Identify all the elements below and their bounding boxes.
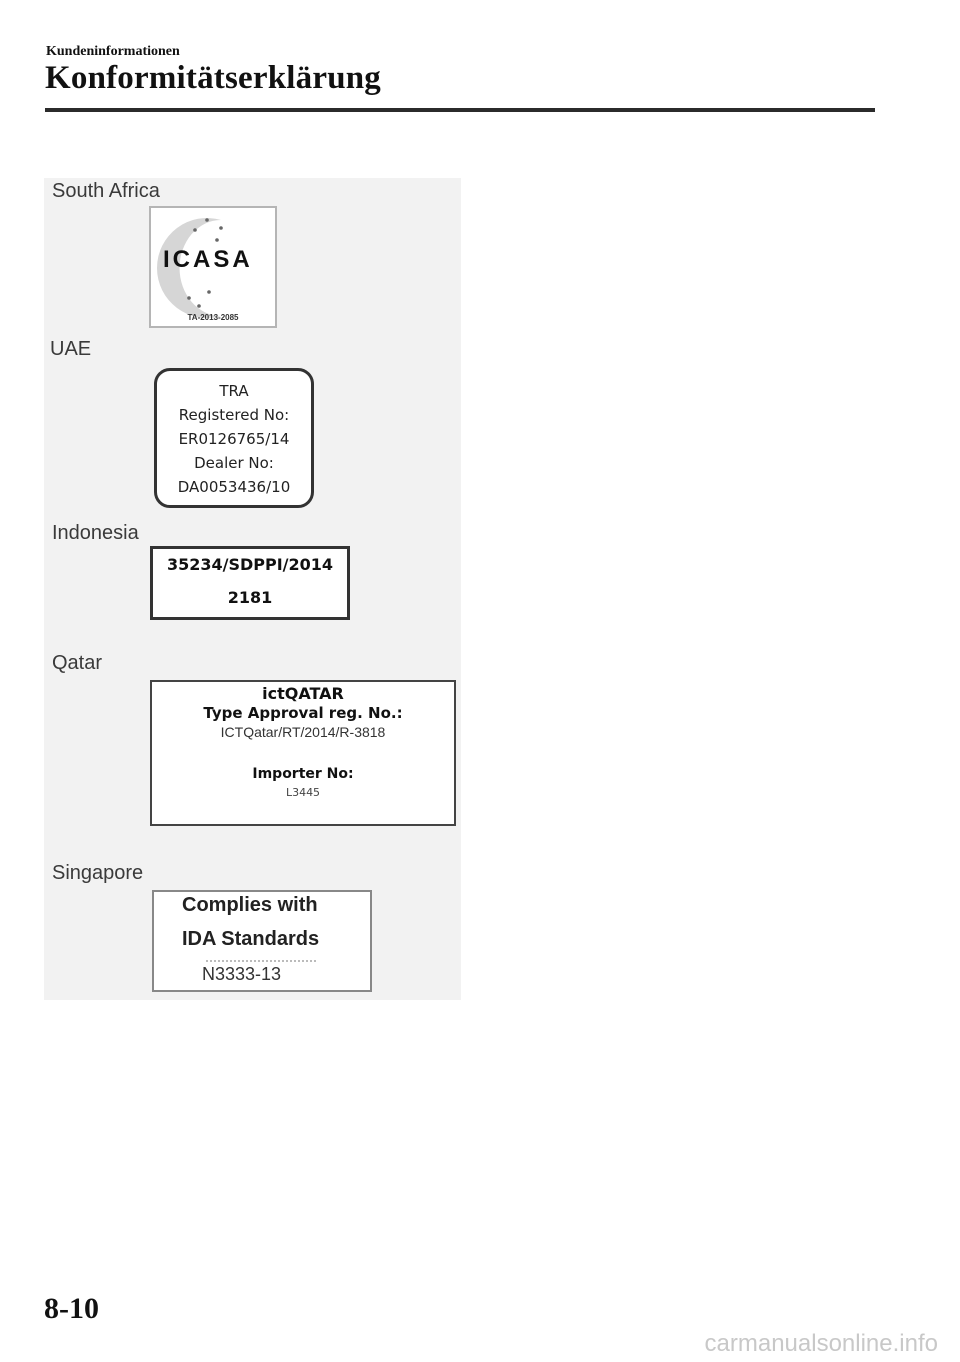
qatar-importer-number: L3445 — [285, 786, 321, 799]
tra-label-box — [154, 368, 314, 508]
section-label: Kundeninformationen — [46, 44, 180, 59]
qatar-label-box — [150, 680, 456, 826]
icasa-logo — [149, 206, 277, 328]
singapore-number: N3333-13 — [202, 964, 282, 984]
indonesia-dealer-number: 2181 — [227, 588, 273, 607]
label-south-africa: South Africa — [52, 180, 160, 202]
icasa-wordmark: ICASA — [163, 246, 253, 273]
page-title: Konformitätserklärung — [45, 60, 382, 96]
tra-line: ER0126765/14 — [178, 430, 290, 448]
watermark: carmanualsonline.info — [704, 1330, 938, 1357]
label-indonesia: Indonesia — [52, 522, 139, 544]
tra-line: Dealer No: — [194, 454, 274, 472]
page-number: 8-10 — [44, 1292, 99, 1325]
certification-figure — [44, 178, 461, 1000]
tra-line: DA0053436/10 — [177, 478, 291, 496]
singapore-line-2: IDA Standards — [182, 928, 320, 950]
singapore-divider — [206, 960, 316, 962]
icasa-approval-number: TA-2013-2085 — [187, 313, 239, 322]
indonesia-cert-number: 35234/SDPPI/2014 — [166, 555, 334, 574]
label-qatar: Qatar — [52, 652, 103, 674]
label-uae: UAE — [50, 338, 92, 360]
title-divider — [45, 108, 875, 112]
qatar-importer-heading: Importer No: — [252, 766, 354, 782]
label-singapore: Singapore — [52, 862, 144, 884]
tra-line: TRA — [219, 382, 249, 400]
tra-line: Registered No: — [178, 406, 290, 424]
qatar-type-approval-number: ICTQatar/RT/2014/R-3818 — [220, 724, 386, 740]
qatar-type-approval-heading: Type Approval reg. No.: — [203, 704, 403, 722]
singapore-line-1: Complies with — [182, 894, 318, 916]
qatar-title: ictQATAR — [262, 684, 344, 703]
indonesia-label-box — [150, 546, 350, 620]
singapore-label-box — [152, 890, 372, 992]
